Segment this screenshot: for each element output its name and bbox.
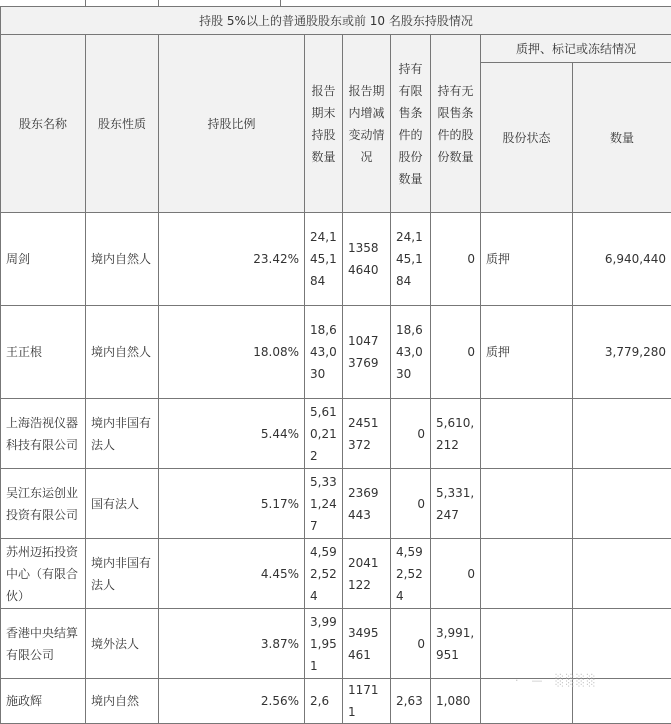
shareholder-name: 吴江东运创业投资有限公司 — [1, 469, 86, 539]
header-pledge-group: 质押、标记或冻结情况 — [481, 35, 671, 63]
header-nature: 股东性质 — [86, 35, 159, 213]
table-row — [1, 469, 671, 539]
period-end-shares: 2,6 — [305, 679, 343, 724]
unrestricted-shares: 0 — [431, 539, 481, 609]
restricted-shares: 0 — [391, 399, 431, 469]
pledge-status — [481, 469, 573, 539]
header-pledge-status: 股份状态 — [481, 63, 573, 213]
unrestricted-shares: 5,331,247 — [431, 469, 481, 539]
shareholder-nature: 境内非国有法人 — [86, 399, 159, 469]
restricted-shares: 2,63 — [391, 679, 431, 724]
period-change: 3495461 — [343, 609, 391, 679]
shareholder-name: 香港中央结算有限公司 — [1, 609, 86, 679]
period-change: 2369443 — [343, 469, 391, 539]
header-change: 报告期内增减变动情况 — [343, 35, 391, 213]
pledge-status — [481, 399, 573, 469]
shareholding-ratio: 5.44% — [159, 399, 305, 469]
unrestricted-shares: 0 — [431, 213, 481, 306]
period-end-shares: 5,610,212 — [305, 399, 343, 469]
pledge-status — [481, 539, 573, 609]
shareholder-nature: 境内非国有法人 — [86, 539, 159, 609]
period-change: 2041122 — [343, 539, 391, 609]
pledge-quantity — [573, 469, 671, 539]
unrestricted-shares: 3,991,951 — [431, 609, 481, 679]
shareholding-ratio: 4.45% — [159, 539, 305, 609]
pledge-quantity — [573, 609, 671, 679]
pledge-status: 质押 — [481, 306, 573, 399]
unrestricted-shares: 1,080 — [431, 679, 481, 724]
restricted-shares: 18,643,030 — [391, 306, 431, 399]
unrestricted-shares: 5,610,212 — [431, 399, 481, 469]
shareholding-ratio: 23.42% — [159, 213, 305, 306]
pledge-quantity: 3,779,280 — [573, 306, 671, 399]
shareholder-nature: 国有法人 — [86, 469, 159, 539]
restricted-shares: 0 — [391, 609, 431, 679]
shareholder-nature: 境外法人 — [86, 609, 159, 679]
header-unrestricted: 持有无限售条件的股份数量 — [431, 35, 481, 213]
table-row — [1, 213, 671, 306]
pledge-status: 质押 — [481, 213, 573, 306]
shareholding-ratio: 3.87% — [159, 609, 305, 679]
period-change: 13584640 — [343, 213, 391, 306]
period-change: 2451372 — [343, 399, 391, 469]
pledge-quantity — [573, 399, 671, 469]
shareholder-nature: 境内自然人 — [86, 213, 159, 306]
table-row — [1, 539, 671, 609]
watermark: · — ░░░░ — [515, 674, 597, 687]
shareholder-nature: 境内自然 — [86, 679, 159, 724]
header-period-end: 报告期末持股数量 — [305, 35, 343, 213]
shareholder-table — [0, 6, 671, 724]
period-change: 10473769 — [343, 306, 391, 399]
table-row — [1, 609, 671, 679]
shareholder-name: 上海浩视仪器科技有限公司 — [1, 399, 86, 469]
shareholder-name: 王正根 — [1, 306, 86, 399]
restricted-shares: 4,592,524 — [391, 539, 431, 609]
table-row — [1, 399, 671, 469]
pledge-status — [481, 609, 573, 679]
header-ratio: 持股比例 — [159, 35, 305, 213]
table-title: 持股 5%以上的普通股股东或前 10 名股东持股情况 — [1, 7, 671, 35]
shareholder-name: 施政辉 — [1, 679, 86, 724]
period-end-shares: 4,592,524 — [305, 539, 343, 609]
restricted-shares: 0 — [391, 469, 431, 539]
shareholder-nature: 境内自然人 — [86, 306, 159, 399]
unrestricted-shares: 0 — [431, 306, 481, 399]
period-end-shares: 5,331,247 — [305, 469, 343, 539]
header-pledge-qty: 数量 — [573, 63, 671, 213]
period-end-shares: 24,145,184 — [305, 213, 343, 306]
shareholder-name: 周剑 — [1, 213, 86, 306]
pledge-quantity — [573, 539, 671, 609]
period-end-shares: 3,991,951 — [305, 609, 343, 679]
table-row — [1, 306, 671, 399]
period-change: 11711 — [343, 679, 391, 724]
header-restricted: 持有有限售条件的股份数量 — [391, 35, 431, 213]
period-end-shares: 18,643,030 — [305, 306, 343, 399]
shareholding-ratio: 5.17% — [159, 469, 305, 539]
restricted-shares: 24,145,184 — [391, 213, 431, 306]
header-name: 股东名称 — [1, 35, 86, 213]
shareholding-ratio: 18.08% — [159, 306, 305, 399]
pledge-quantity: 6,940,440 — [573, 213, 671, 306]
shareholder-name: 苏州迈拓投资中心（有限合伙） — [1, 539, 86, 609]
shareholding-ratio: 2.56% — [159, 679, 305, 724]
